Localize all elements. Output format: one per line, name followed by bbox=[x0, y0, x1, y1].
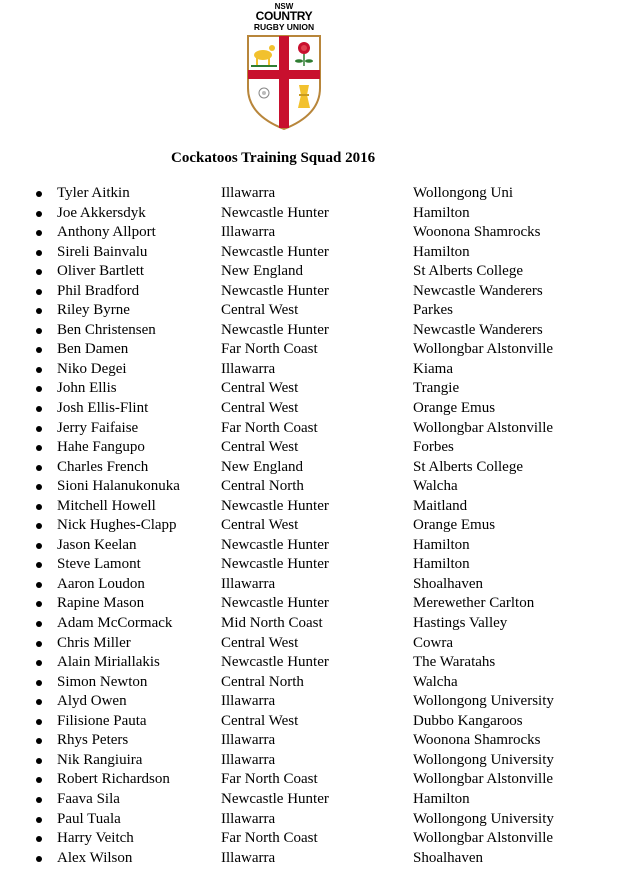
player-name: Aaron Loudon bbox=[57, 575, 145, 592]
list-item bbox=[0, 555, 629, 575]
player-club: Orange Emus bbox=[413, 400, 496, 417]
player-region: Far North Coast bbox=[221, 419, 318, 436]
player-name: Paul Tuala bbox=[57, 810, 121, 827]
player-name: Tyler Aitkin bbox=[57, 185, 130, 201]
list-item bbox=[0, 536, 629, 556]
player-region: Illawarra bbox=[221, 810, 276, 827]
bullet-icon bbox=[36, 660, 42, 666]
player-region: Central West bbox=[221, 400, 299, 417]
player-name: John Ellis bbox=[57, 380, 117, 397]
player-club: Merewether Carlton bbox=[413, 595, 535, 612]
list-item bbox=[0, 301, 629, 321]
player-name: Chris Miller bbox=[57, 634, 131, 651]
bullet-icon bbox=[36, 289, 42, 295]
player-region: Newcastle Hunter bbox=[221, 654, 329, 671]
player-club: Wollongbar Alstonville bbox=[413, 771, 554, 788]
player-name: Charles French bbox=[57, 458, 149, 475]
player-name: Sioni Halanukonuka bbox=[57, 478, 180, 495]
player-name: Ben Damen bbox=[57, 341, 129, 358]
bullet-icon bbox=[36, 699, 42, 705]
list-item bbox=[0, 712, 629, 732]
player-club: Walcha bbox=[413, 478, 458, 495]
player-region: Newcastle Hunter bbox=[221, 282, 329, 299]
player-region: Illawarra bbox=[221, 693, 276, 710]
player-region: Newcastle Hunter bbox=[221, 497, 329, 514]
bullet-icon bbox=[36, 758, 42, 764]
player-club: St Alberts College bbox=[413, 263, 523, 280]
list-item bbox=[0, 829, 629, 849]
bullet-icon bbox=[36, 504, 42, 510]
bullet-icon bbox=[36, 777, 42, 783]
player-name: Joe Akkersdyk bbox=[57, 204, 146, 221]
player-region: Central West bbox=[221, 634, 299, 651]
list-item bbox=[0, 438, 629, 458]
player-region: Newcastle Hunter bbox=[221, 204, 329, 221]
player-club: Newcastle Wanderers bbox=[413, 282, 543, 299]
list-item bbox=[0, 790, 629, 810]
player-name: Jerry Faifaise bbox=[57, 419, 139, 436]
bullet-icon bbox=[36, 817, 42, 823]
player-club: Maitland bbox=[413, 497, 468, 514]
player-club: Cowra bbox=[413, 634, 453, 651]
player-name: Filisione Pauta bbox=[57, 712, 147, 729]
player-name: Alain Miriallakis bbox=[57, 654, 160, 671]
player-region: Illawarra bbox=[221, 224, 276, 241]
bullet-icon bbox=[36, 269, 42, 275]
bullet-icon bbox=[36, 308, 42, 314]
player-club: Trangie bbox=[413, 380, 460, 397]
bullet-icon bbox=[36, 328, 42, 334]
bullet-icon bbox=[36, 386, 42, 392]
list-item bbox=[0, 594, 629, 614]
player-region: Central West bbox=[221, 517, 299, 534]
list-item bbox=[0, 770, 629, 790]
player-club: Wollongbar Alstonville bbox=[413, 830, 554, 847]
player-club: Woonona Shamrocks bbox=[413, 732, 541, 749]
player-name: Adam McCormack bbox=[57, 615, 173, 632]
player-club: Hamilton bbox=[413, 243, 470, 260]
squad-list bbox=[0, 184, 629, 868]
player-club: Wollongong University bbox=[413, 751, 554, 768]
bullet-icon bbox=[36, 426, 42, 432]
player-name: Mitchell Howell bbox=[57, 497, 156, 514]
list-item bbox=[0, 321, 629, 341]
player-region: Newcastle Hunter bbox=[221, 536, 329, 553]
bullet-icon bbox=[36, 621, 42, 627]
player-name: Riley Byrne bbox=[57, 302, 130, 319]
player-name: Oliver Bartlett bbox=[57, 263, 145, 280]
logo-text-rugby-union: RUGBY UNION bbox=[253, 22, 315, 32]
player-region: Newcastle Hunter bbox=[221, 321, 329, 338]
player-name: Alex Wilson bbox=[57, 849, 133, 866]
player-club: Hamilton bbox=[413, 556, 470, 573]
player-region: Central North bbox=[221, 673, 304, 690]
bullet-icon bbox=[36, 465, 42, 471]
list-item bbox=[0, 673, 629, 693]
list-item bbox=[0, 340, 629, 360]
list-item bbox=[0, 516, 629, 536]
player-name: Rhys Peters bbox=[57, 732, 129, 749]
player-region: Central West bbox=[221, 380, 299, 397]
player-region: Mid North Coast bbox=[221, 615, 323, 632]
logo-text-country: COUNTRY bbox=[255, 9, 313, 23]
player-name: Ben Christensen bbox=[57, 321, 156, 338]
player-region: Illawarra bbox=[221, 185, 276, 201]
list-item bbox=[0, 614, 629, 634]
player-name: Alyd Owen bbox=[57, 693, 127, 710]
list-item bbox=[0, 731, 629, 751]
nsw-country-rugby-union-logo bbox=[244, 2, 324, 130]
player-region: New England bbox=[221, 458, 304, 475]
player-name: Jason Keelan bbox=[57, 536, 137, 553]
bullet-icon bbox=[36, 211, 42, 217]
player-region: Illawarra bbox=[221, 360, 276, 377]
list-item bbox=[0, 849, 629, 869]
player-region: Central North bbox=[221, 478, 304, 495]
list-item bbox=[0, 282, 629, 302]
bullet-icon bbox=[36, 191, 42, 197]
player-name: Hahe Fangupo bbox=[57, 439, 145, 456]
player-name: Robert Richardson bbox=[57, 771, 170, 788]
player-name: Nick Hughes-Clapp bbox=[57, 517, 177, 534]
player-region: Illawarra bbox=[221, 575, 276, 592]
player-name: Faava Sila bbox=[57, 790, 120, 807]
player-region: Newcastle Hunter bbox=[221, 556, 329, 573]
shield-crest-icon bbox=[246, 34, 322, 130]
player-name: Sireli Bainvalu bbox=[57, 243, 148, 260]
bullet-icon bbox=[36, 543, 42, 549]
bullet-icon bbox=[36, 250, 42, 256]
player-region: Newcastle Hunter bbox=[221, 790, 329, 807]
list-item bbox=[0, 692, 629, 712]
player-club: Shoalhaven bbox=[413, 849, 483, 866]
player-region: Far North Coast bbox=[221, 830, 318, 847]
player-club: Wollongbar Alstonville bbox=[413, 419, 554, 436]
player-club: Orange Emus bbox=[413, 517, 496, 534]
list-item bbox=[0, 204, 629, 224]
list-item bbox=[0, 399, 629, 419]
list-item bbox=[0, 634, 629, 654]
player-name: Rapine Mason bbox=[57, 595, 145, 612]
player-club: Wollongbar Alstonville bbox=[413, 341, 554, 358]
player-club: Dubbo Kangaroos bbox=[413, 712, 523, 729]
player-name: Steve Lamont bbox=[57, 556, 141, 573]
player-club: Parkes bbox=[413, 302, 453, 319]
player-club: Walcha bbox=[413, 673, 458, 690]
player-club: Wollongong Uni bbox=[413, 185, 514, 201]
player-name: Anthony Allport bbox=[57, 224, 156, 241]
player-region: Central West bbox=[221, 439, 299, 456]
list-item bbox=[0, 751, 629, 771]
player-club: Forbes bbox=[413, 439, 454, 456]
player-club: Wollongong University bbox=[413, 810, 554, 827]
player-region: Far North Coast bbox=[221, 771, 318, 788]
bullet-icon bbox=[36, 836, 42, 842]
list-item bbox=[0, 575, 629, 595]
player-name: Niko Degei bbox=[57, 360, 127, 377]
bullet-icon bbox=[36, 601, 42, 607]
player-club: Woonona Shamrocks bbox=[413, 224, 541, 241]
bullet-icon bbox=[36, 641, 42, 647]
player-club: Shoalhaven bbox=[413, 575, 483, 592]
player-name: Josh Ellis-Flint bbox=[57, 400, 149, 417]
bullet-icon bbox=[36, 523, 42, 529]
player-region: New England bbox=[221, 263, 304, 280]
list-item bbox=[0, 243, 629, 263]
player-club: Hamilton bbox=[413, 536, 470, 553]
list-item bbox=[0, 419, 629, 439]
player-club: Newcastle Wanderers bbox=[413, 321, 543, 338]
player-club: St Alberts College bbox=[413, 458, 523, 475]
list-item bbox=[0, 379, 629, 399]
bullet-icon bbox=[36, 367, 42, 373]
player-region: Newcastle Hunter bbox=[221, 243, 329, 260]
player-club: Hastings Valley bbox=[413, 615, 508, 632]
bullet-icon bbox=[36, 856, 42, 862]
list-item bbox=[0, 477, 629, 497]
list-item bbox=[0, 184, 629, 204]
bullet-icon bbox=[36, 562, 42, 568]
player-region: Far North Coast bbox=[221, 341, 318, 358]
list-item bbox=[0, 653, 629, 673]
player-name: Nik Rangiuira bbox=[57, 751, 143, 768]
player-club: The Waratahs bbox=[413, 654, 496, 671]
bullet-icon bbox=[36, 738, 42, 744]
page-title: Cockatoos Training Squad 2016 bbox=[171, 150, 376, 166]
player-name: Simon Newton bbox=[57, 673, 148, 690]
bullet-icon bbox=[36, 406, 42, 412]
logo-text-nsw: NSW bbox=[274, 2, 294, 11]
bullet-icon bbox=[36, 680, 42, 686]
bullet-icon bbox=[36, 797, 42, 803]
bullet-icon bbox=[36, 230, 42, 236]
player-region: Illawarra bbox=[221, 751, 276, 768]
player-club: Kiama bbox=[413, 360, 453, 377]
bullet-icon bbox=[36, 347, 42, 353]
bullet-icon bbox=[36, 582, 42, 588]
player-region: Illawarra bbox=[221, 732, 276, 749]
player-region: Illawarra bbox=[221, 849, 276, 866]
bullet-icon bbox=[36, 445, 42, 451]
list-item bbox=[0, 458, 629, 478]
player-region: Central West bbox=[221, 302, 299, 319]
list-item bbox=[0, 497, 629, 517]
list-item bbox=[0, 262, 629, 282]
player-club: Hamilton bbox=[413, 204, 470, 221]
list-item bbox=[0, 360, 629, 380]
player-club: Hamilton bbox=[413, 790, 470, 807]
player-name: Phil Bradford bbox=[57, 282, 140, 299]
player-region: Central West bbox=[221, 712, 299, 729]
player-club: Wollongong University bbox=[413, 693, 554, 710]
list-item bbox=[0, 810, 629, 830]
player-region: Newcastle Hunter bbox=[221, 595, 329, 612]
bullet-icon bbox=[36, 484, 42, 490]
player-name: Harry Veitch bbox=[57, 830, 134, 847]
list-item bbox=[0, 223, 629, 243]
bullet-icon bbox=[36, 719, 42, 725]
